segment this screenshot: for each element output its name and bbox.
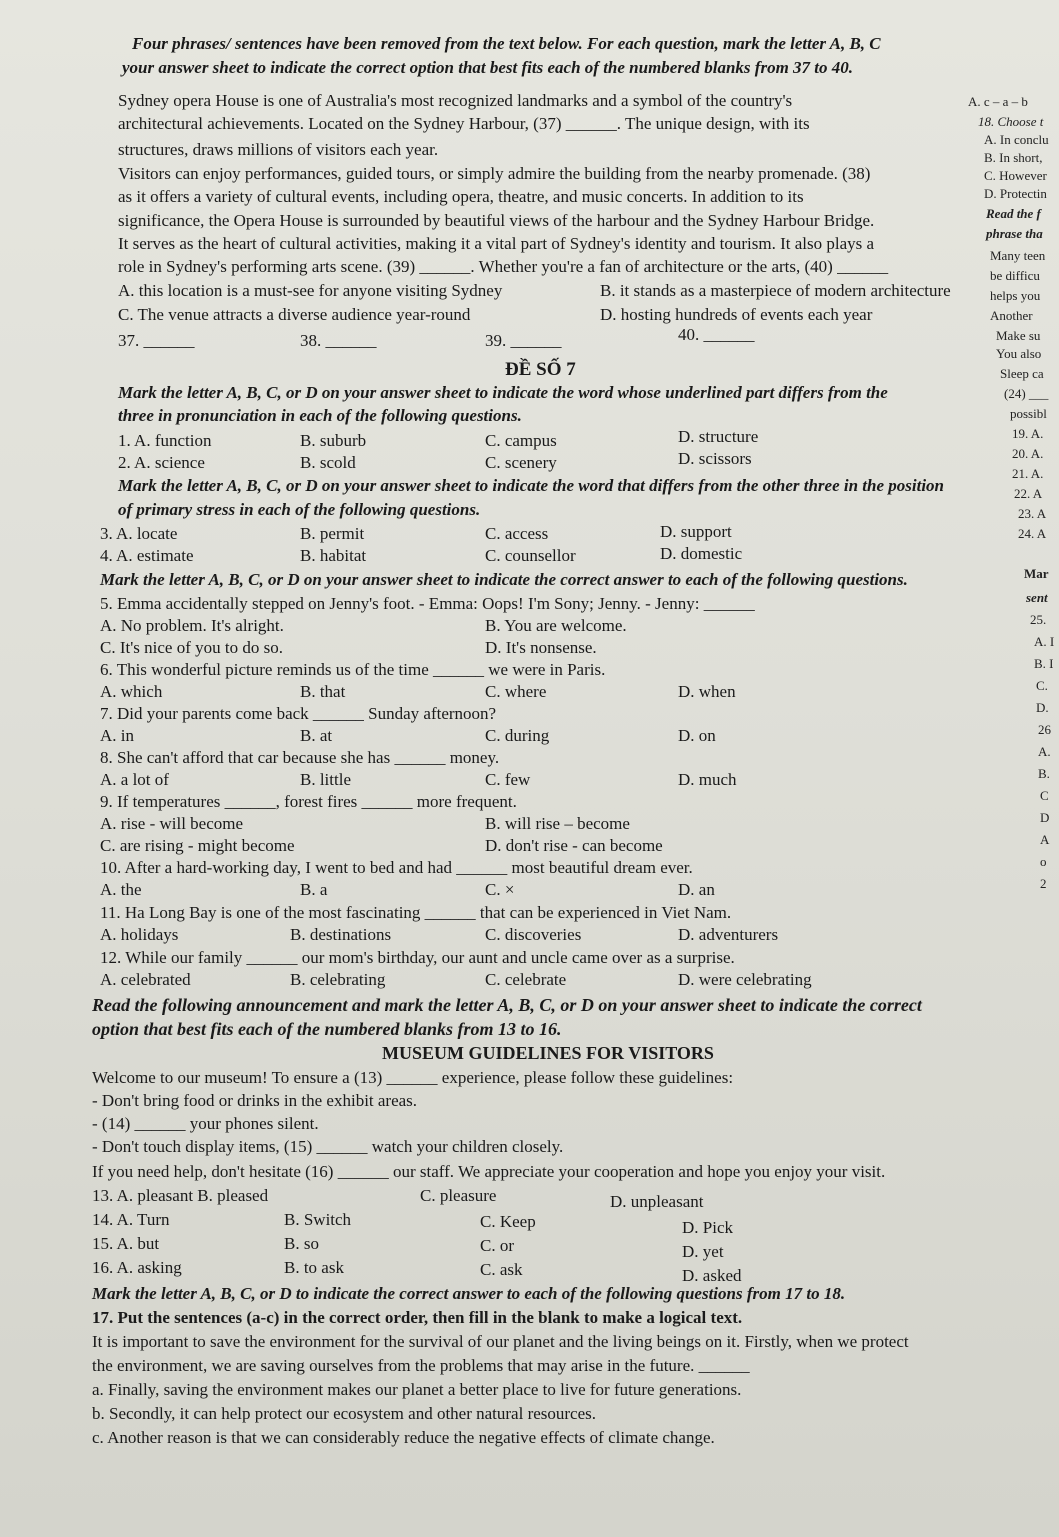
passage-line: role in Sydney's performing arts scene. (39) ______. Whether you're a fan of architecture or the arts, (40) ______	[118, 257, 889, 276]
q10-option-c: C. ×	[485, 880, 515, 899]
q11-option-d: D. adventurers	[678, 925, 779, 944]
q5-option-d: D. It's nonsense.	[485, 638, 597, 657]
q11-option-a: A. holidays	[100, 925, 179, 944]
q13-options-ab: 13. A. pleasant B. pleased	[92, 1186, 269, 1205]
q6-option-c: C. where	[485, 682, 547, 701]
announcement-line: Welcome to our museum! To ensure a (13) ______ experience, please follow these guidelines:	[92, 1068, 734, 1087]
q9-stem: 9. If temperatures ______, forest fires ______ more frequent.	[100, 792, 517, 811]
side-fragment: 18. Choose t	[978, 114, 1044, 129]
q13-option-c: C. pleasure	[420, 1186, 497, 1205]
q6-stem: 6. This wonderful picture reminds us of the time ______ we were in Paris.	[100, 660, 606, 679]
q14-option-c: C. Keep	[480, 1212, 536, 1231]
pronunciation-instruction-2: three in pronunciation in each of the following questions.	[118, 406, 522, 425]
option-a: A. this location is a must-see for anyone visiting Sydney	[118, 281, 503, 300]
q6-option-b: B. that	[300, 682, 346, 701]
side-fragment: possibl	[1010, 406, 1047, 421]
q4-option-b: B. habitat	[300, 546, 367, 565]
q11-option-b: B. destinations	[290, 925, 392, 944]
side-fragment: D	[1040, 810, 1050, 825]
passage-line: Sydney opera House is one of Australia's most recognized landmarks and a symbol of the country's	[118, 91, 793, 110]
side-fragment: C. However	[984, 168, 1047, 183]
q5-stem: 5. Emma accidentally stepped on Jenny's foot. - Emma: Oops! I'm Sony; Jenny. - Jenny: ______	[100, 594, 755, 613]
side-fragment: 26	[1038, 722, 1051, 737]
passage-instruction-1: Four phrases/ sentences have been removed from the text below. For each question, mark the letter A, B, C	[132, 34, 881, 53]
side-fragment: Many teen	[990, 248, 1046, 263]
q2-option-a: 2. A. science	[118, 453, 205, 472]
stress-instruction-2: of primary stress in each of the following questions.	[118, 500, 481, 519]
passage-line: significance, the Opera House is surrounded by beautiful views of the harbour and the Sydney Harbour Bridge.	[118, 211, 875, 230]
pronunciation-instruction-1: Mark the letter A, B, C, or D on your answer sheet to indicate the word whose underlined part differs from the	[118, 383, 888, 402]
q8-option-d: D. much	[678, 770, 737, 789]
side-fragment: A. In conclu	[984, 132, 1049, 147]
q1-option-b: B. suburb	[300, 431, 367, 450]
ordering-item-b: b. Secondly, it can help protect our ecosystem and other natural resources.	[92, 1404, 597, 1423]
questions-instruction: Mark the letter A, B, C, or D on your answer sheet to indicate the correct answer to each of the following questions.	[100, 570, 908, 589]
q2-option-d: D. scissors	[678, 449, 752, 468]
q5-option-b: B. You are welcome.	[485, 616, 627, 635]
q4-option-d: D. domestic	[660, 544, 743, 563]
q5-option-a: A. No problem. It's alright.	[100, 616, 284, 635]
q12-option-c: C. celebrate	[485, 970, 567, 989]
q15-option-b: B. so	[284, 1234, 319, 1253]
side-fragment: Another	[990, 308, 1033, 323]
announcement-line: If you need help, don't hesitate (16) ______ our staff. We appreciate your cooperation and hope you enjoy your visit.	[92, 1162, 886, 1181]
passage-instruction-2: your answer sheet to indicate the correct option that best fits each of the numbered blanks from 37 to 40.	[122, 58, 854, 77]
q7-stem: 7. Did your parents come back ______ Sunday afternoon?	[100, 704, 497, 723]
option-c: C. The venue attracts a diverse audience year-round	[118, 305, 471, 324]
side-fragment: A. I	[1034, 634, 1055, 649]
passage-line: It serves as the heart of cultural activities, making it a vital part of Sydney's identity and tourism. It also plays a	[118, 234, 875, 253]
q8-option-b: B. little	[300, 770, 351, 789]
side-fragment: You also	[996, 346, 1042, 361]
side-fragment: D. Protectin	[984, 186, 1047, 201]
q16-option-a: 16. A. asking	[92, 1258, 182, 1277]
q4-option-c: C. counsellor	[485, 546, 576, 565]
announcement-line: - (14) ______ your phones silent.	[92, 1114, 319, 1133]
stress-instruction-1: Mark the letter A, B, C, or D on your answer sheet to indicate the word that differs from the other three in the position	[118, 476, 945, 495]
q8-option-a: A. a lot of	[100, 770, 169, 789]
q6-option-a: A. which	[100, 682, 163, 701]
q1-option-d: D. structure	[678, 427, 759, 446]
q2-option-b: B. scold	[300, 453, 356, 472]
q5-option-c: C. It's nice of you to do so.	[100, 638, 283, 657]
announcement-instruction-1: Read the following announcement and mark the letter A, B, C, or D on your answer sheet to indicate the correct	[92, 995, 922, 1015]
side-fragment: sent	[1026, 590, 1048, 605]
q8-stem: 8. She can't afford that car because she has ______ money.	[100, 748, 500, 767]
test-title: ĐỀ SỐ 7	[505, 359, 576, 380]
side-fragment: Mar	[1024, 566, 1049, 581]
q16-option-d: D. asked	[682, 1266, 742, 1285]
q3-option-c: C. access	[485, 524, 549, 543]
side-fragment: o	[1040, 854, 1047, 869]
announcement-line: - Don't touch display items, (15) ______ watch your children closely.	[92, 1137, 564, 1156]
answer-blank-38: 38. ______	[300, 331, 377, 350]
q7-option-b: B. at	[300, 726, 333, 745]
q12-option-b: B. celebrating	[290, 970, 386, 989]
side-fragment: B. I	[1034, 656, 1054, 671]
side-fragment: phrase tha	[986, 226, 1043, 241]
q11-option-c: C. discoveries	[485, 925, 582, 944]
q9-option-b: B. will rise – become	[485, 814, 630, 833]
option-b: B. it stands as a masterpiece of modern architecture	[600, 281, 951, 300]
q10-option-a: A. the	[100, 880, 142, 899]
ordering-text-line: It is important to save the environment for the survival of our planet and the living beings on it. Firstly, when we protect	[92, 1332, 909, 1351]
ordering-text-line: the environment, we are saving ourselves from the problems that may arise in the future. ______	[92, 1356, 750, 1375]
q9-option-d: D. don't rise - can become	[485, 836, 663, 855]
side-fragment: A	[1040, 832, 1050, 847]
q10-stem: 10. After a hard-working day, I went to bed and had ______ most beautiful dream ever.	[100, 858, 693, 877]
q12-option-d: D. were celebrating	[678, 970, 812, 989]
side-fragment: B. In short,	[984, 150, 1043, 165]
side-fragment: A. c – a – b	[968, 94, 1028, 109]
side-fragment: 21. A.	[1012, 466, 1044, 481]
q14-option-a: 14. A. Turn	[92, 1210, 170, 1229]
announcement-title: MUSEUM GUIDELINES FOR VISITORS	[382, 1043, 714, 1063]
q12-option-a: A. celebrated	[100, 970, 191, 989]
q16-option-c: C. ask	[480, 1260, 523, 1279]
q3-option-a: 3. A. locate	[100, 524, 178, 543]
q8-option-c: C. few	[485, 770, 531, 789]
q1-option-c: C. campus	[485, 431, 557, 450]
q9-option-c: C. are rising - might become	[100, 836, 295, 855]
q7-option-d: D. on	[678, 726, 716, 745]
q1-option-a: 1. A. function	[118, 431, 212, 450]
q3-option-d: D. support	[660, 522, 732, 541]
announcement-line: - Don't bring food or drinks in the exhibit areas.	[92, 1091, 418, 1110]
side-fragment: 23. A	[1018, 506, 1047, 521]
answer-blank-37: 37. ______	[118, 331, 195, 350]
side-fragment: 25.	[1030, 612, 1047, 627]
q11-stem: 11. Ha Long Bay is one of the most fascinating ______ that can be experienced in Viet Nam.	[100, 903, 732, 922]
answer-blank-39: 39. ______	[485, 331, 562, 350]
ordering-item-a: a. Finally, saving the environment makes our planet a better place to live for future generations.	[92, 1380, 742, 1399]
side-fragment: be difficu	[990, 268, 1040, 283]
q17-stem: 17. Put the sentences (a-c) in the correct order, then fill in the blank to make a logical text.	[92, 1308, 743, 1327]
q2-option-c: C. scenery	[485, 453, 557, 472]
q6-option-d: D. when	[678, 682, 736, 701]
side-fragment: D.	[1036, 700, 1049, 715]
q12-stem: 12. While our family ______ our mom's birthday, our aunt and uncle came over as a surprise.	[100, 948, 735, 967]
passage-line: structures, draws millions of visitors each year.	[118, 140, 439, 159]
q14-option-b: B. Switch	[284, 1210, 352, 1229]
side-fragment: C.	[1036, 678, 1048, 693]
side-fragment: 19. A.	[1012, 426, 1044, 441]
side-fragment: 20. A.	[1012, 446, 1044, 461]
q15-option-d: D. yet	[682, 1242, 724, 1261]
q14-option-d: D. Pick	[682, 1218, 733, 1237]
announcement-instruction-2: option that best fits each of the numbered blanks from 13 to 16.	[92, 1019, 562, 1039]
side-fragment: helps you	[990, 288, 1041, 303]
side-fragment: A.	[1038, 744, 1051, 759]
passage-line: as it offers a variety of cultural events, including opera, theatre, and music concerts. In addition to its	[118, 187, 804, 206]
q9-option-a: A. rise - will become	[100, 814, 244, 833]
side-fragment: (24) ___	[1004, 386, 1049, 401]
q16-option-b: B. to ask	[284, 1258, 344, 1277]
side-fragment: C	[1040, 788, 1049, 803]
q10-option-d: D. an	[678, 880, 715, 899]
q10-option-b: B. a	[300, 880, 328, 899]
q3-option-b: B. permit	[300, 524, 365, 543]
q13-option-d: D. unpleasant	[610, 1192, 704, 1211]
q15-option-a: 15. A. but	[92, 1234, 160, 1253]
ordering-item-c: c. Another reason is that we can considerably reduce the negative effects of climate change.	[92, 1428, 715, 1447]
side-fragment: Sleep ca	[1000, 366, 1044, 381]
side-fragment: B.	[1038, 766, 1050, 781]
passage-line: Visitors can enjoy performances, guided tours, or simply admire the building from the nearby promenade. (38)	[118, 164, 871, 183]
answer-blank-40: 40. ______	[678, 325, 755, 344]
side-fragment: 24. A	[1018, 526, 1047, 541]
ordering-instruction: Mark the letter A, B, C, or D to indicate the correct answer to each of the following questions from 17 to 18.	[92, 1284, 846, 1303]
option-d: D. hosting hundreds of events each year	[600, 305, 873, 324]
side-fragment: 2	[1040, 876, 1047, 891]
q15-option-c: C. or	[480, 1236, 514, 1255]
side-fragment: 22. A	[1014, 486, 1043, 501]
passage-line: architectural achievements. Located on the Sydney Harbour, (37) ______. The unique design, with its	[118, 114, 810, 133]
q4-option-a: 4. A. estimate	[100, 546, 194, 565]
side-fragment: Make su	[996, 328, 1041, 343]
q7-option-c: C. during	[485, 726, 550, 745]
side-fragment: Read the f	[986, 206, 1041, 221]
q7-option-a: A. in	[100, 726, 134, 745]
